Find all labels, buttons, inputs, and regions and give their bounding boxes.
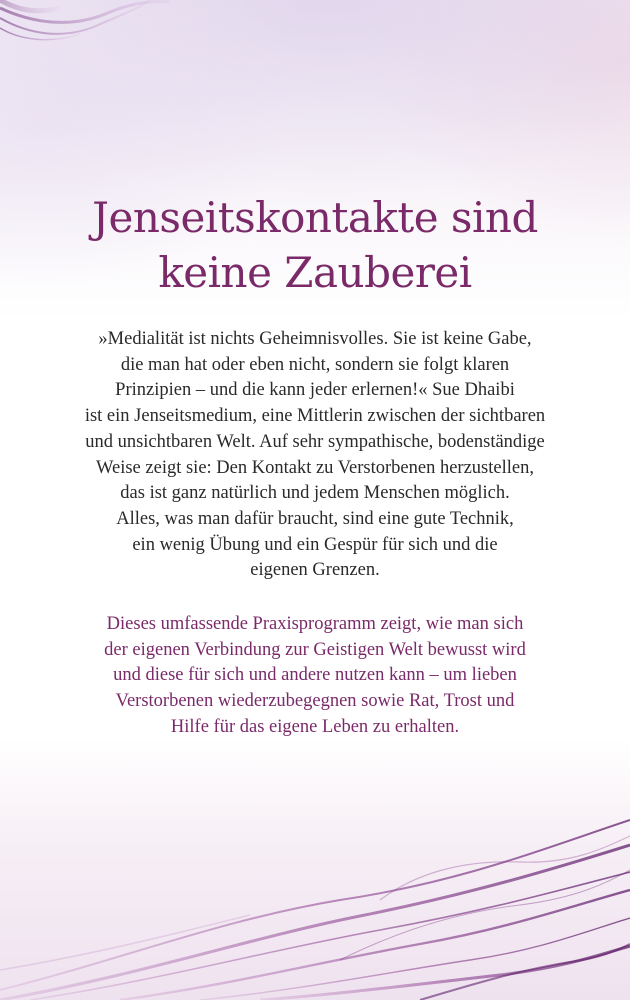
text-line: Alles, was man dafür braucht, sind eine gute Technik, [116, 508, 514, 529]
bottom-smoke [0, 820, 630, 1000]
text-line: ein wenig Übung und ein Gespür für sich und die [132, 534, 498, 555]
headline [40, 190, 590, 300]
headline-line-1: Jenseitskontakte sind [92, 193, 538, 242]
text-line: das ist ganz natürlich und jedem Menschen möglich. [120, 483, 510, 504]
text-line: Weise zeigt sie: Den Kontakt zu Verstorbenen herzustellen, [96, 457, 534, 478]
top-left-smoke [0, 0, 170, 40]
text-line: »Medialität ist nichts Geheimnisvolles. Sie ist keine Gabe, [98, 329, 532, 349]
text-line: der eigenen Verbindung zur Geistigen Welt bewusst wird [104, 639, 526, 660]
text-line: ist ein Jenseitsmedium, eine Mittlerin zwischen der sichtbaren [84, 406, 546, 427]
text-line: eigenen Grenzen. [250, 560, 380, 581]
text-line: Dieses umfassende Praxisprogramm zeigt, wie man sich [106, 614, 524, 634]
text-line: Prinzipien – und die kann jeder erlernen!« Sue Dhaibi [115, 380, 515, 401]
description-paragraph [62, 327, 568, 584]
text-line: Verstorbenen wiederzubegegnen sowie Rat, Trost und [115, 691, 515, 712]
text-line: und diese für sich und andere nutzen kann – um lieben [113, 665, 517, 686]
text-line: die man hat oder eben nicht, sondern sie folgt klaren [120, 354, 510, 375]
headline-line-2: keine Zauberei [158, 248, 472, 297]
text-line: Hilfe für das eigene Leben zu erhalten. [170, 716, 460, 737]
highlight-paragraph [62, 612, 568, 741]
text-line: und unsichtbaren Welt. Auf sehr sympathische, bodenständige [85, 431, 545, 452]
